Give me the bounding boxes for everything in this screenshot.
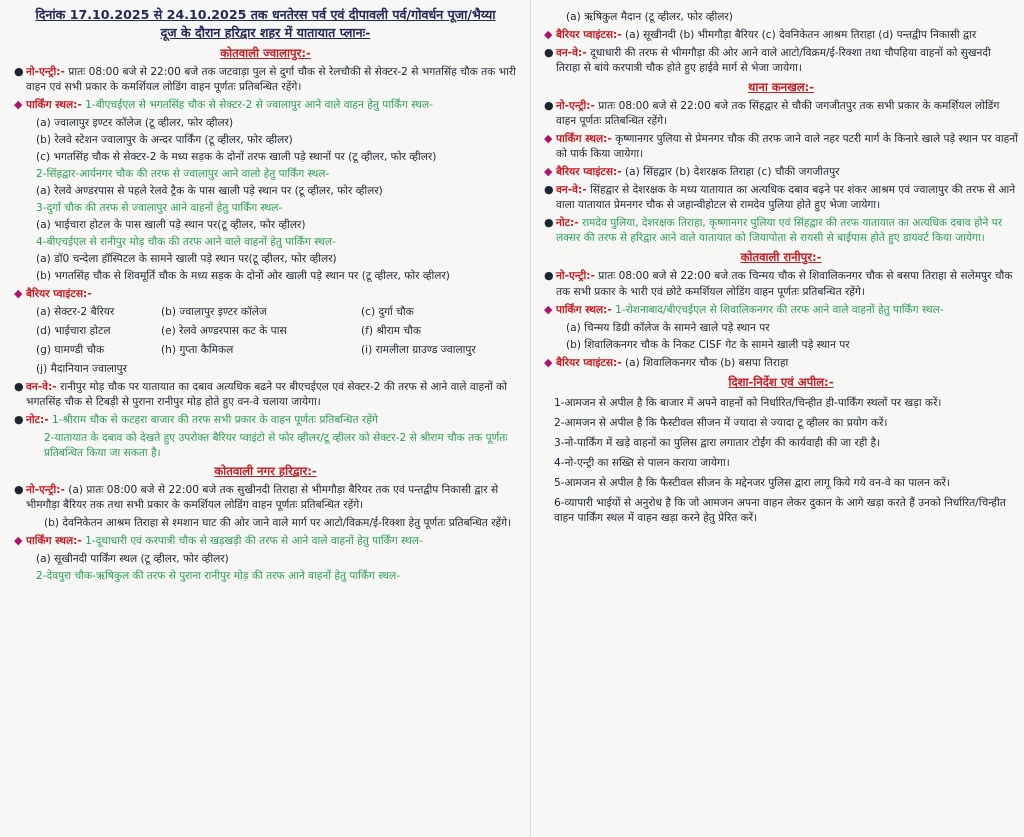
bullet-icon: ●	[544, 46, 554, 60]
bullet-icon: ◆	[14, 534, 23, 548]
oneway-label: वन-वे:-	[556, 184, 587, 197]
note-text: 2-यातायात के दबाव को देखते हुए उपरोक्त बैरियर प्वाइंटो से फोर व्हीलर/टू व्हीलर को सेक्टर-2 से श्रीराम चौक तक पूर्णतः प्रतिबन्धित किया जा सकता है।	[44, 432, 508, 460]
bullet-icon: ◆	[544, 132, 553, 146]
oneway-text: दूधाधारी की तरफ से भीमगौड़ा की ओर आने वाले आटो/विक्रम/ई-रिक्शा तथा चौपहिया वाहनों को सुखनदी तिराहा से बांये करपात्री चौक होते हुए हाईवे मार्ग से भेजा जायेगा।	[556, 47, 991, 75]
appeal-item: 5-आमजन से अपील है कि फैस्टीवल सीजन के मद्देनजर पुलिस द्वारा लागू किये गये वन-वे का पालन करें।	[554, 476, 950, 489]
kankhal-note	[544, 216, 1018, 246]
kankhal-barriers	[544, 165, 1018, 180]
note-block	[556, 216, 1018, 246]
note-text: रामदेव पुलिया, देशरक्षक तिराहा, कृष्णानगर पुलिया एवं सिंहद्वार की तरफ यातायात का अत्यधिक दबाव होने पर लक्सर की तरफ से हरिद्वार आने वाले यातायात को जियापोता से रायसी से बाईपास होते हुए डायवर्ट किया जायेगा।	[556, 217, 1003, 245]
section-heading: कोतवाली रानीपुर:-	[740, 250, 822, 265]
jwalapur-note	[14, 413, 517, 428]
barrier-label: बैरियर प्वाइंटस:-	[556, 29, 622, 42]
kankhal-noentry	[544, 99, 1018, 129]
parking-label: पार्किंग स्थल:-	[556, 133, 612, 146]
noentry-label: नो-एन्ट्री:-	[26, 484, 65, 497]
note-block	[26, 413, 378, 428]
appeal-item: 4-नो-एन्ट्री का सख्ति से पालन कराया जायेगा।	[554, 456, 730, 469]
bullet-icon: ●	[14, 64, 24, 78]
bullet-icon: ●	[14, 483, 24, 497]
parking-block	[26, 534, 423, 549]
appeal-item: 3-नो-पार्किंग में खड़े वाहनों का पुलिस द्वारा लगातार टोईंग की कार्यवाही की जा रही है।	[554, 436, 881, 449]
barrier-item: (i) रामलीला ग्राउण्ड ज्वालापुर	[361, 344, 476, 357]
barrier-text: (a) शिवालिकनगर चौक (b) बसपा तिराहा	[625, 356, 789, 369]
parking-block	[556, 132, 1018, 162]
barrier-item: (c) दुर्गा चौक	[361, 305, 414, 318]
parking-head: 1-दूधाधारी एवं करपात्री चौक से खड़खड़ी की तरफ से आने वाले वाहनों हेतु पार्किंग स्थल-	[85, 535, 423, 548]
barrier-text: (a) सिंहद्वार (b) देशरक्षक तिराहा (c) चौकी जगजीतपुर	[625, 166, 840, 179]
parking-item: (a) सूखीनदी पार्किंग स्थल (टू व्हीलर, फोर व्हीलर)	[36, 553, 229, 566]
bullet-icon: ●	[14, 413, 24, 427]
barrier-block	[556, 165, 839, 180]
parking-label: पार्किंग स्थल:-	[26, 535, 82, 548]
noentry-text: प्रातः 08:00 बजे से 22:00 बजे तक चिन्मय चौक से शिवालिकनगर चौक से बसपा तिराहा से सलेमपुर चौक तक सभी प्रकार के भारी एवं छोटे कमर्शियल लोडिंग वाहन पूर्णतः प्रतिबन्धित रहेंगे।	[556, 270, 1013, 298]
ranipur-parking	[544, 303, 1018, 318]
parking-item: (a) भाईचारा होटल के पास खाली पड़े स्थान पर(टू व्हीलर, फोर व्हीलर)	[36, 218, 306, 231]
parking-subhead: 3-दुर्गा चौक की तरफ से ज्वालापुर आने वाहनों हेतु पार्किंग स्थल-	[36, 201, 283, 214]
barrier-item: (g) घामण्डी चौक	[36, 344, 105, 357]
bullet-icon: ●	[14, 380, 24, 394]
bullet-icon: ●	[544, 183, 554, 197]
parking-label: पार्किंग स्थल:-	[26, 98, 82, 111]
parking-item: (a) ऋषिकुल मैदान (टू व्हीलर, फोर व्हीलर)	[566, 11, 733, 23]
parking-item: (b) रेलवे स्टेशन ज्वालापुर के अन्दर पार्किंग (टू व्हीलर, फोर व्हीलर)	[36, 133, 293, 146]
right-column	[540, 0, 1024, 531]
bullet-icon: ●	[544, 269, 554, 283]
kankhal-parking	[544, 132, 1018, 162]
parking-head: 1-बीएचईएल से भगतसिंह चौक से सेक्टर-2 से ज्वालापुर आने वाले वाहन हेतु पार्किंग स्थल-	[85, 98, 433, 111]
parking-subhead: 4-बीएचईएल से रानीपुर मोड़ चौक की तरफ आने वाले वाहनों हेतु पार्किंग स्थल-	[36, 235, 336, 248]
noentry-text: (b) देवनिकेतन आश्रम तिराहा से श्मशान घाट की ओर जाने वाले मार्ग पर आटो/विक्रम/ई-रिक्शा हेतु पूर्णतः प्रतिबन्धित रहेंगे।	[44, 517, 512, 530]
parking-text: कृष्णानगर पुलिया से प्रेमनगर चौक की तरफ जाने वाले नहर पटरी मार्ग के किनारे खाले पड़े स्थान पर वाहनों को पार्क किया जायेगा।	[556, 133, 1018, 161]
parking-item: (b) भगतसिंह चौक से शिवमूर्ति चौक के मध्य सड़क के दोनों ओर खाली पड़े स्थान पर (टू व्हीलर, फोर व्हीलर)	[36, 269, 450, 282]
jwalapur-oneway	[14, 380, 517, 410]
nagar-barriers	[544, 28, 1018, 43]
parking-item: (a) रेलवे अण्डरपास से पहले रेलवे ट्रैक के पास खाली पड़े स्थान पर (टू व्हीलर, फोर व्हीलर)	[36, 184, 383, 197]
barrier-item: (e) रेलवे अण्डरपास कट के पास	[161, 325, 287, 337]
oneway-label: वन-वे:-	[26, 381, 57, 394]
oneway-block	[556, 46, 1018, 76]
appeal-item: 1-आमजन से अपील है कि बाजार में अपने वाहनों को निर्धारित/चिन्हीत ही-पार्किंग स्थलों पर खड़ा करें।	[554, 396, 942, 409]
parking-subhead: 2-देवपुरा चौक-ऋषिकुल की तरफ से पुराना रानीपुर मोड़ की तरफ आने वाहनों हेतु पार्किंग स्थल-	[36, 570, 401, 583]
barrier-text: (a) सूखीनदी (b) भीमगौड़ा बैरियर (c) देवनिकेतन आश्रम तिराहा (d) पन्तद्वीप निकासी द्वार	[625, 29, 977, 42]
section-heading: थाना कनखल:-	[747, 80, 815, 95]
oneway-block	[556, 183, 1018, 213]
noentry-label: नो-एन्ट्री:-	[556, 100, 595, 113]
barrier-label: बैरियर प्वाइंटस:-	[556, 356, 622, 369]
section-heading: कोतवाली नगर हरिद्वार:-	[214, 464, 317, 479]
parking-item: (c) भगतसिंह चौक से सेक्टर-2 के मध्य सड़क के दोनों तरफ खाली पड़े स्थानों पर (टू व्हीलर, फोर व्हीलर)	[36, 150, 437, 163]
section-heading: कोतवाली ज्वालापुर:-	[220, 45, 311, 60]
section-kankhal	[544, 79, 1018, 96]
noentry-block	[26, 65, 517, 95]
note-label: नोट:-	[556, 217, 579, 230]
section-heading: दिशा-निर्देश एवं अपील:-	[728, 374, 834, 389]
noentry-text: प्रातः 08:00 बजे से 22:00 बजे तक सिंहद्वार से चौकी जगजीतपुर तक सभी प्रकार के कमर्शियल लोडिंग वाहन पूर्णतः प्रतिबन्धित रहेंगे।	[556, 100, 1000, 128]
noentry-text: प्रातः 08:00 बजे से 22:00 बजे तक जटवाड़ा पुल से दुर्गा चौक से रेलचौकी से सेक्टर-2 से भगतसिंह चौक तक भारी वाहन एवं सभी प्रकार के कमर्शियल लोडिंग वाहन पूर्णतः प्रतिबन्धित रहेंगे।	[26, 65, 516, 93]
oneway-text: सिंहद्वार से देशरक्षक के मध्य यातायात का अत्यधिक दबाव बढ़ने पर शंकर आश्रम एवं ज्वालापुर की तरफ से आने वाला यातायात प्रेमनगर चौक से जहान्वीहोटल से रामदेव पुलिया होते हुए भेजा जायेगा।	[556, 184, 1016, 212]
barrier-item: (b) ज्वालापुर इण्टर कॉलेज	[161, 305, 267, 318]
section-ranipur	[544, 249, 1018, 266]
note-text: 1-श्रीराम चौक से कटहरा बाजार की तरफ सभी प्रकार के वाहन पूर्णतः प्रतिबन्धित रहेंगे	[51, 414, 378, 427]
barrier-item: (a) सेक्टर-2 बैरियर	[36, 305, 115, 318]
nagar-parking	[14, 534, 517, 549]
barrier-label: बैरियर प्वाइंटस:-	[556, 166, 622, 179]
parking-block	[26, 98, 433, 113]
barrier-block	[556, 356, 788, 371]
appeal-item: 6-व्यापारी भाईयों से अनुरोध है कि जो आमजन अपना वाहन लेकर दुकान के आगे खड़ा करते हैं उनको निर्धारित/चिन्हीत वाहन पार्किंग स्थल में वाहन खड़ा करने हेतु प्रेरित करें।	[554, 496, 1006, 524]
bullet-icon: ◆	[14, 97, 23, 111]
note-label: नोट:-	[26, 414, 49, 427]
section-appeal	[544, 374, 1018, 391]
noentry-block	[556, 99, 1018, 129]
parking-subhead: 2-सिंहद्वार-आर्यनगर चौक की तरफ से ज्वालापुर आने वालो हेतु पार्किंग स्थल-	[36, 167, 330, 180]
oneway-text: रानीपुर मोड़ चौक पर यातायात का दबाव अत्यधिक बढने पर बीएचईएल एवं सेक्टर-2 की तरफ से आने वाले वाहनों को भगतसिंह चौक से टिबड़ी से पुराना रानीपुर मोड़ होते हुए वन-वे चलाया जायेगा।	[26, 381, 507, 409]
noentry-block	[556, 269, 1018, 299]
section-jwalapur	[14, 45, 517, 62]
title-line-1: दिनांक 17.10.2025 से 24.10.2025 तक धनतेरस पर्व एवं दीपावली पर्व/गोवर्धन पूजा/भैय्या	[35, 7, 496, 22]
noentry-label: नो-एन्ट्री:-	[556, 270, 595, 283]
jwalapur-barriers	[14, 287, 517, 302]
column-divider	[530, 0, 531, 837]
parking-label: पार्किंग स्थल:-	[556, 303, 612, 316]
bullet-icon: ◆	[544, 355, 553, 369]
jwalapur-parking	[14, 98, 517, 113]
barrier-block	[556, 28, 976, 43]
oneway-block	[26, 380, 517, 410]
barrier-item: (h) गुप्ता कैमिकल	[161, 344, 234, 357]
noentry-block	[26, 483, 517, 513]
bullet-icon: ◆	[544, 302, 553, 316]
oneway-label: वन-वे:-	[556, 47, 587, 60]
title-line-2: दूज के दौरान हरिद्वार शहर में यातायात प्लानः-	[160, 25, 371, 41]
appeal-item: 2-आमजन से अपील है कि फैस्टीवल सीजन में ज्यादा से ज्यादा टू व्हीलर का प्रयोग करें।	[554, 416, 888, 429]
bullet-icon: ◆	[544, 165, 553, 179]
parking-item: (a) चिन्मय डिग्री कॉलेज के सामने खाले पड़े स्थान पर	[566, 321, 770, 334]
nagar-noentry	[14, 483, 517, 513]
bullet-icon: ◆	[544, 28, 553, 42]
jwalapur-noentry	[14, 65, 517, 95]
kankhal-oneway	[544, 183, 1018, 213]
section-nagar	[14, 463, 517, 480]
ranipur-barriers	[544, 356, 1018, 371]
bullet-icon: ◆	[14, 286, 23, 300]
parking-item: (a) ज्वालापुर इण्टर कॉलेज (टू व्हीलर, फोर व्हीलर)	[36, 116, 234, 129]
ranipur-noentry	[544, 269, 1018, 299]
document-title	[14, 6, 517, 43]
parking-item: (a) डॉ0 चन्देला हॉस्पिटल के सामने खाली पड़े स्थान पर(टू व्हीलर, फोर व्हीलर)	[36, 252, 337, 265]
bullet-icon: ●	[544, 99, 554, 113]
parking-block	[556, 303, 944, 318]
noentry-text: (a) प्रातः 08:00 बजे से 22:00 बजे तक सुखीनदी तिराहा से भीमगौड़ा बैरियर तक एवं पन्तद्वीप निकासी द्वार से भीमगौड़ा बैरियर तक तथा सभी प्रकार के कमर्शियल लोडिंग वाहन पूर्णतः प्रतिबन्धित रहेंगे।	[26, 484, 499, 512]
barrier-item: (j) मैदानियान ज्वालापुर	[36, 363, 128, 376]
parking-item: (b) शिवालिकनगर चौक के निकट CISF गेट के सामने खाली पड़े स्थान पर	[566, 338, 850, 351]
barrier-label: बैरियर प्वाइंटस:-	[26, 287, 92, 300]
noentry-label: नो-एन्ट्री:-	[26, 65, 65, 78]
bullet-icon: ●	[544, 216, 554, 230]
barrier-item: (f) श्रीराम चौक	[361, 325, 421, 337]
barrier-item: (d) भाईचारा होटल	[36, 325, 111, 337]
nagar-oneway	[544, 46, 1018, 76]
left-column	[0, 0, 525, 586]
barrier-grid	[14, 305, 517, 377]
parking-head: 1-रोशनाबाद/बीएचईएल से शिवालिकनगर की तरफ आने वाले वाहनों हेतु पार्किंग स्थल-	[615, 303, 944, 316]
